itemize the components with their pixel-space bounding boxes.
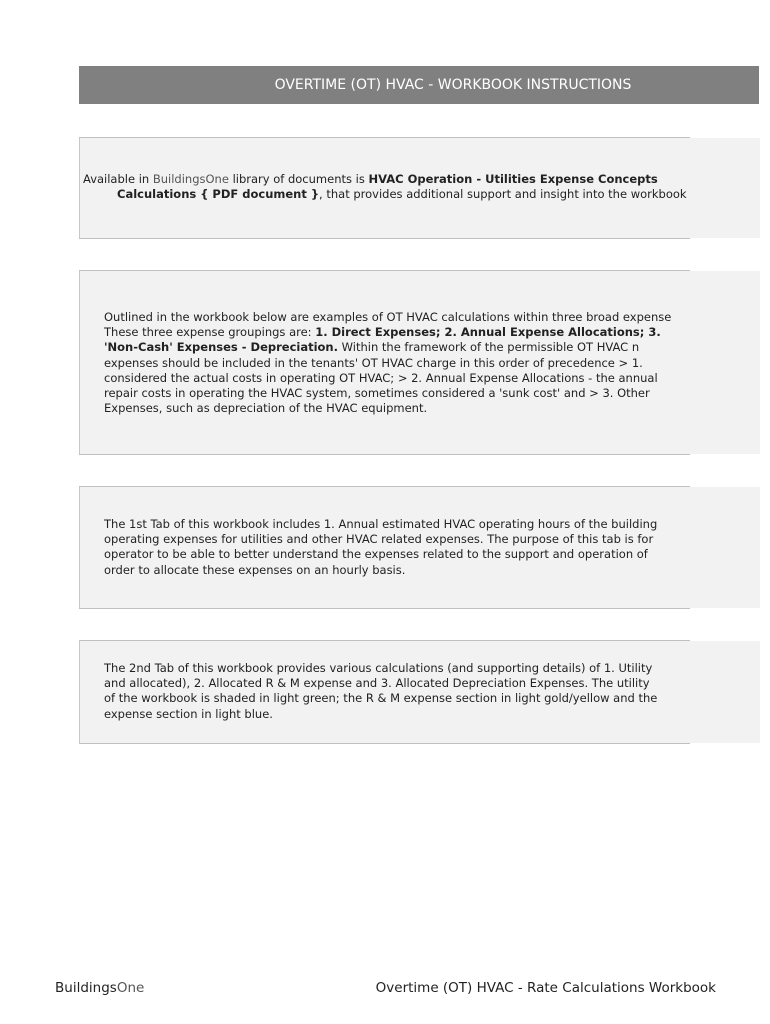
page-header: [79, 66, 759, 104]
section-tab2: [79, 641, 760, 743]
text: Within the framework of the permissible OT HVAC n: [338, 340, 640, 355]
text-line: of the workbook is shaded in light green; the R & M expense section in light gold/yellow and the: [104, 691, 658, 706]
text: library of documents is: [228, 172, 369, 186]
note-line-2: [83, 187, 691, 202]
text-line: [104, 325, 691, 340]
text-line: Outlined in the workbook below are examples of OT HVAC calculations within three broad expense: [104, 310, 672, 324]
text-line: expenses should be included in the tenants' OT HVAC charge in this order of precedence > 1.: [104, 355, 643, 370]
doc-title-cont: Calculations { PDF document }: [117, 187, 320, 202]
divider: [79, 608, 690, 609]
bold-text: 'Non-Cash' Expenses - Depreciation.: [104, 340, 338, 355]
brand-link: BuildingsOne: [152, 172, 229, 186]
text-line: repair costs in operating the HVAC system, sometimes considered a 'sunk cost' and > 3. Other: [104, 386, 650, 401]
note-line-1: [83, 172, 691, 187]
text-line: operating expenses for utilities and other HVAC related expenses. The purpose of this tab is for: [104, 532, 654, 547]
text-line: operator to be able to better understand the expenses related to the support and operation of: [104, 547, 648, 562]
text-line: The 2nd Tab of this workbook provides various calculations (and supporting details) of 1. Utility: [104, 661, 653, 675]
bold-text: 1. Direct Expenses; 2. Annual Expense Allocations; 3.: [315, 325, 661, 340]
brand-text: One: [116, 980, 145, 996]
brand-text: Buildings: [55, 980, 117, 996]
text-line: considered the actual costs in operating OT HVAC; > 2. Annual Expense Allocations - the annual: [104, 370, 658, 385]
section-tab1: [79, 487, 760, 608]
text-line: order to allocate these expenses on an hourly basis.: [104, 562, 406, 577]
footer-title: Overtime (OT) HVAC - Rate Calculations Workbook: [375, 980, 716, 996]
text-line: The 1st Tab of this workbook includes 1. Annual estimated HVAC operating hours of the building: [104, 517, 658, 531]
text-line: [104, 340, 691, 355]
text-line: expense section in light blue.: [104, 706, 273, 721]
text-line: and allocated), 2. Allocated R & M expense and 3. Allocated Depreciation Expenses. The utility: [104, 676, 650, 691]
divider: [79, 454, 690, 455]
doc-title: HVAC Operation - Utilities Expense Concepts: [368, 172, 658, 186]
divider: [79, 743, 690, 744]
text: , that provides additional support and insight into the workbook: [319, 187, 687, 202]
text-line: Expenses, such as depreciation of the HVAC equipment.: [104, 401, 428, 416]
divider: [79, 238, 690, 239]
page-title: OVERTIME (OT) HVAC - WORKBOOK INSTRUCTIONS: [274, 77, 632, 93]
text: These three expense groupings are:: [104, 325, 316, 340]
footer-brand: [55, 980, 144, 996]
section-overview: [79, 271, 760, 454]
text: Available in: [83, 172, 153, 186]
section-library-note: [79, 138, 760, 238]
